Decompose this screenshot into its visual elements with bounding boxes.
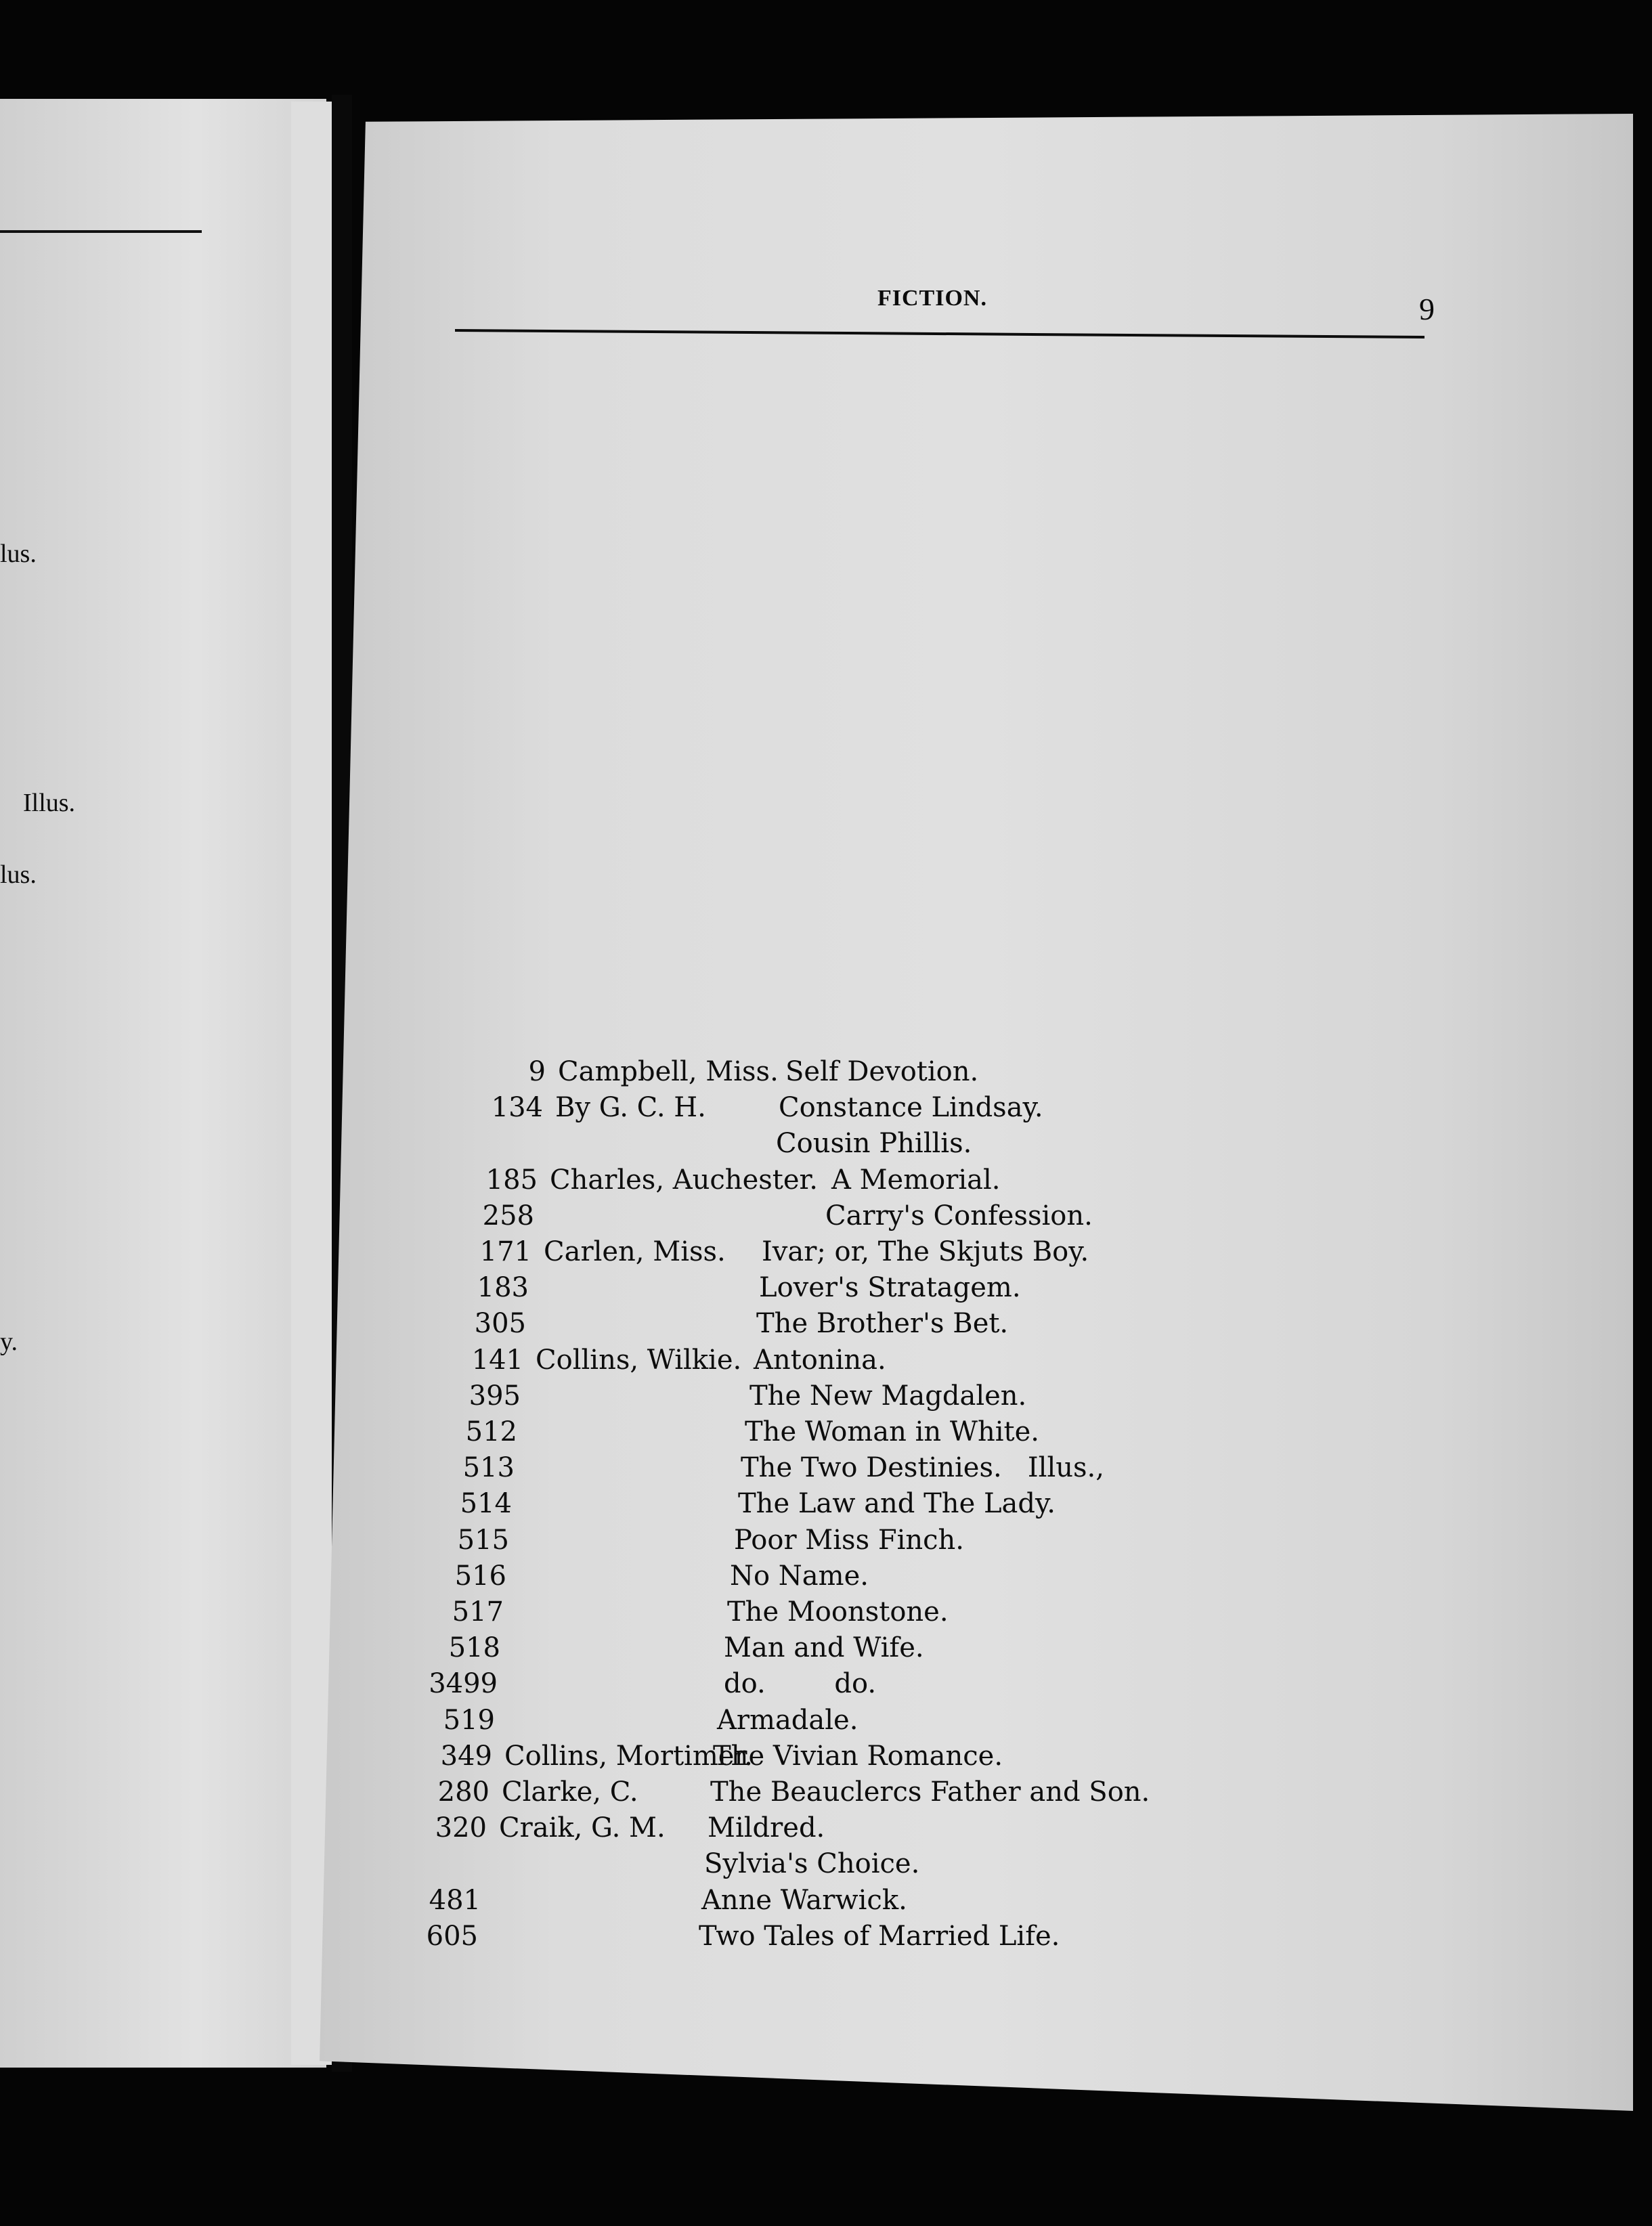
left-page-fragment — [0, 99, 326, 2068]
author: By G. C. H. — [555, 1092, 706, 1123]
catalog-number: 280 — [437, 1776, 490, 1808]
book-title: Mildred. — [708, 1812, 825, 1843]
author: Campbell, Miss. — [558, 1056, 779, 1087]
catalog-number: 395 — [469, 1380, 521, 1412]
author: Charles, Auchester. — [550, 1164, 818, 1196]
page-header-title: FICTION. — [877, 286, 987, 311]
book-title: A Memorial. — [831, 1164, 1001, 1196]
list-item — [460, 1236, 1408, 1271]
list-item — [432, 1596, 1380, 1632]
book-title: The Law and The Lady. — [738, 1488, 1056, 1519]
book-title: Cousin Phillis. — [776, 1128, 972, 1159]
list-item — [426, 1668, 1374, 1703]
book-title: Constance Lindsay. — [779, 1092, 1043, 1123]
list-item — [474, 1056, 1422, 1091]
list-item — [462, 1200, 1410, 1236]
book-title: Carry's Confession. — [825, 1200, 1093, 1231]
book-title: Self Devotion. — [785, 1056, 979, 1087]
author: Carlen, Miss. — [544, 1236, 726, 1267]
list-item — [449, 1380, 1397, 1416]
author: Clarke, C. — [502, 1776, 638, 1808]
page-gutter — [291, 102, 332, 2065]
catalog-number: 183 — [477, 1272, 529, 1303]
catalog-number: 185 — [485, 1164, 538, 1196]
catalog-number: 258 — [482, 1200, 534, 1231]
list-item — [457, 1272, 1405, 1307]
catalog-number: 516 — [454, 1561, 506, 1592]
author: Collins, Wilkie. — [536, 1345, 742, 1376]
author: Collins, Mortimer. — [504, 1741, 753, 1772]
list-item — [469, 1128, 1416, 1163]
left-page-text: y. — [0, 1328, 18, 1356]
catalog-number: 513 — [462, 1452, 515, 1483]
list-item — [435, 1561, 1383, 1596]
list-item — [423, 1705, 1371, 1740]
list-item — [406, 1921, 1354, 1956]
book-title: Anne Warwick. — [701, 1885, 907, 1916]
book-title: No Name. — [730, 1561, 869, 1592]
author: Craik, G. M. — [499, 1812, 666, 1843]
list-item — [445, 1416, 1393, 1452]
catalog-number: 514 — [460, 1488, 512, 1519]
list-item — [420, 1741, 1368, 1776]
list-item — [437, 1525, 1385, 1560]
catalog-number: 605 — [426, 1921, 478, 1952]
list-item — [440, 1488, 1388, 1523]
list-item — [454, 1308, 1402, 1343]
catalog-number: 9 — [528, 1056, 546, 1087]
catalog-number: 141 — [471, 1345, 523, 1376]
catalog-number: 3499 — [429, 1668, 498, 1699]
book-title: The New Magdalen. — [749, 1380, 1027, 1412]
book-title: The Vivian Romance. — [713, 1741, 1003, 1772]
list-item — [452, 1345, 1399, 1380]
book-title: Two Tales of Married Life. — [699, 1921, 1060, 1952]
book-title: The Beauclercs Father and Son. — [710, 1776, 1150, 1808]
catalog-number: 512 — [465, 1416, 517, 1447]
catalog-number: 320 — [435, 1812, 487, 1843]
catalog-number: 171 — [479, 1236, 531, 1267]
catalog-number: 517 — [452, 1596, 504, 1628]
list-item — [418, 1776, 1366, 1812]
book-title: Man and Wife. — [724, 1632, 924, 1663]
catalog-number: 349 — [440, 1741, 492, 1772]
book-title: Lover's Stratagem. — [759, 1272, 1021, 1303]
list-item — [466, 1164, 1414, 1200]
book-title: Poor Miss Finch. — [734, 1525, 964, 1556]
book-title: Antonina. — [754, 1345, 886, 1376]
catalog-number: 515 — [457, 1525, 509, 1556]
list-item — [471, 1092, 1419, 1127]
page-number: 9 — [1419, 292, 1435, 326]
catalog-number: 305 — [474, 1308, 526, 1339]
catalog-number: 519 — [443, 1705, 495, 1736]
book-title: The Moonstone. — [727, 1596, 949, 1628]
catalog-number: 518 — [448, 1632, 500, 1663]
list-item — [429, 1632, 1376, 1667]
left-page-rule — [0, 230, 202, 233]
book-title: do. do. — [724, 1668, 877, 1699]
catalog-number: 134 — [491, 1092, 543, 1123]
book-title: The Two Destinies. Illus., — [741, 1452, 1104, 1483]
book-title: The Woman in White. — [745, 1416, 1039, 1447]
left-page-text: Illus. — [23, 789, 76, 817]
book-title: The Brother's Bet. — [756, 1308, 1009, 1339]
list-item — [412, 1848, 1360, 1883]
left-page-text: lus. — [0, 540, 37, 568]
left-page-text: lus. — [0, 860, 37, 889]
list-item — [415, 1812, 1363, 1848]
catalog-number: 481 — [429, 1885, 481, 1916]
list-item — [409, 1885, 1357, 1920]
list-item — [443, 1452, 1391, 1487]
book-title: Armadale. — [717, 1705, 858, 1736]
book-title: Sylvia's Choice. — [704, 1848, 920, 1879]
book-title: Ivar; or, The Skjuts Boy. — [762, 1236, 1089, 1267]
